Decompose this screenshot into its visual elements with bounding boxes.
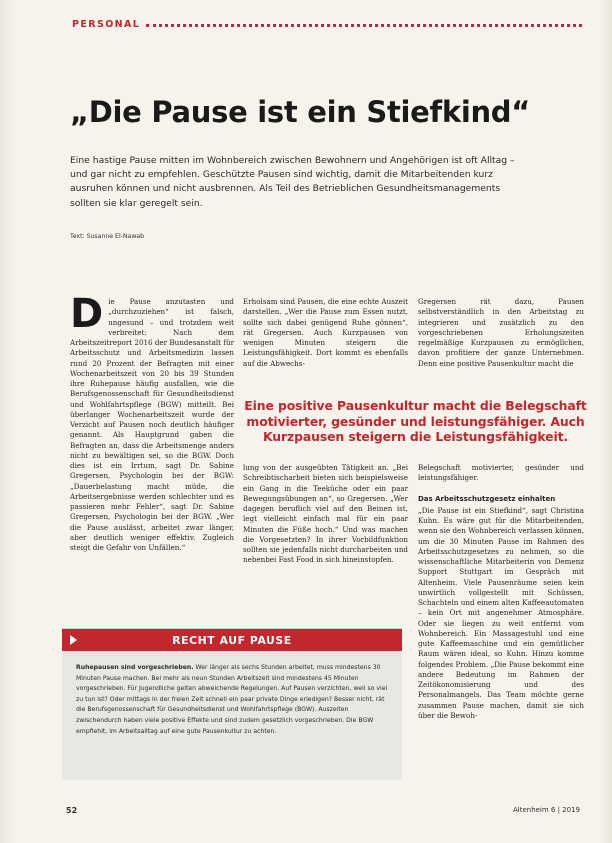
drop-cap: D [70,291,104,337]
arrow-icon [70,635,77,645]
info-box-header [62,629,402,651]
article-lead: Eine hastige Pause mitten im Wohnbereich zwischen Bewohnern und Angehörigen ist oft Alltag – und gar nicht zu empfehlen. Geschützte Pausen sind wichtig, damit die Mitarbeitenden kurz ausruhen können und nicht ausbrennen. Als Teil des Betrieblichen Gesundheitsmanagements sollten sie klar geregelt sein. [70,155,515,209]
section-header [72,17,582,31]
column-2-bottom: lung von der ausgeübten Tätigkeit an. „Bei Schreibtischarbeit bieten sich beispielsweise ein Gang in die Teeküche oder ein paar Bewegungsübungen an“, so Gregersen. „Wer dagegen beruflich viel auf den Beinen ist, legt vielleicht einfach mal für ein paar Minuten die Füße hoch.“ Und was machen die Vorgesetzten? In ihrer Vorbildfunktion sollten sie jedenfalls nicht durcharbeiten und nebenbei Fast Food in sich hineinstopfen. [243,463,408,565]
info-box-body [76,663,392,737]
pull-quote: Eine positive Pausenkultur macht die Belegschaft motivierter, gesünder und leistungsfähiger. Auch Kurzpausen steigern die Leistungsfähigkeit. [244,398,587,444]
column-1-text: ie Pause anzutasten und „durchzuziehen“ ist falsch, ungesund – und trotzdem weit verbreitet: Nach dem Arbeitszeitreport 2016 der Bundesanstalt für Arbeitsschutz und Arbeitsmedizin lassen rund 20 Prozent der Befragten mit einer Wochenarbeitszeit von 20 bis 39 Stunden ihre Ruhepause häufig ausfallen, wie die Berufsgenossenschaft für Gesundheitsdienst und Wohlfahrtspflege (BGW) mitteilt. Bei überlanger Wochenarbeitszeit wurde der Verzicht auf Pausen noch deutlich häufiger genannt. Als Hauptgrund gaben die Befragten an, dass die Arbeitsmenge anders nicht zu bewältigen sei, so die BGW. Doch dies ist ein Irrtum, sagt Dr. Sabine Gregersen, Psychologin bei der BGW: „Dauerbelastung macht müde, die Arbeitsergebnisse werden schlechter und es passieren mehr Fehler“, sagt Dr. Sabine Gregersen, Psychologin bei der BGW. „Wer die Pause auslässt, arbeitet zwar länger, aber deutlich weniger effektiv. Zugleich steigt die Gefahr von Unfällen.“ [70,297,234,552]
column-3-bottom [418,463,584,721]
byline: Text: Susanne El-Nawab [70,233,145,240]
section-label: PERSONAL [72,18,141,30]
column-2-top: Erholsam sind Pausen, die eine echte Auszeit darstellen. „Wer die Pause zum Essen nutzt, sollte sich dabei genügend Ruhe gönnen“, rät Gregersen. Auch Kurzpausen von wenigen Minuten steigern die Leistungsfähigkeit. Dort kommt es ebenfalls auf die Abwechs- [243,297,408,368]
page-number: 52 [66,806,78,815]
info-box-bold-lead: Ruhepausen sind vorgeschrieben. [76,664,194,671]
info-box-title: RECHT AUF PAUSE [172,633,292,647]
issue-label: Altenheim 6 | 2019 [512,806,580,814]
column-3-text: „Die Pause ist ein Stiefkind“, sagt Christina Kuhn. Es wäre gut für die Mitarbeitenden, wenn sie den Wohnbereich verlassen können, um die 30 Minuten Pause im Rahmen des Arbeitsschutzgesetzes zu nehmen, so die wissenschaftliche Mitarbeiterin von Demenz Support Stuttgart im Gespräch mit Altenheim. Viele Pausenräume seien kein unwirtlich vollgestellt mit Schüssen, Schachteln und einem alten Kaffeeautomaten – kein Ort mit angenehmer Atmosphäre. Oder sie liegen zu weit entfernt vom Wohnbereich. Ein Massagestuhl und eine gute Kaffeemaschine und ein gemütlicher Raum wären ideal, so Kuhn. Hinzu komme folgendes Problem. „Die Pause bekommt eine andere Bedeutung im Rahmen der Zeitökonomisierung und des Personalmangels. Das Team möchte gerne zusammen Pause machen, damit sie sich über die Bewoh- [418,505,584,720]
info-box [62,628,402,780]
column-1 [70,291,234,553]
subheading: Das Arbeitsschutzgesetz einhalten [418,494,556,503]
info-box-text: Wer länger als sechs Stunden arbeitet, muss mindestens 30 Minuten Pause machen. Bei mehr als neun Stunden Arbeitszeit sind mindestens 45 Minuten vorgeschrieben. Für Jugendliche gelten abweichende Regelungen. Auf Pausen verzichten, weil so viel zu tun ist? Oder mittags in der freien Zeit schnell ein paar private Dinge erledigen? Besser nicht, rät die Berufsgenossenschaft für Gesundheitsdienst und Wohlfahrtspflege (BGW). Auszeiten zwischendurch haben viele positive Effekte und sind zudem gesetzlich vorgeschrieben. Die BGW empfiehlt, im Arbeitsalltag auf eine gute Pausenkultur zu achten. [76,664,388,735]
article-title: „Die Pause ist ein Stiefkind“ [70,95,531,129]
dotted-rule [146,24,582,27]
column-3-top: Gregersen rät dazu, Pausen selbstverständlich in den Arbeitstag zu integrieren und zusätzlich zu den vorgeschriebenen Erholungszeiten regelmäßige Kurzpausen zu ermöglichen, davon profitiere der ganze Unternehmen. Denn eine positive Pausenkultur macht die [418,297,584,368]
column-3-intro: Belegschaft motivierter, gesünder und leistungsfähiger. [418,463,584,483]
